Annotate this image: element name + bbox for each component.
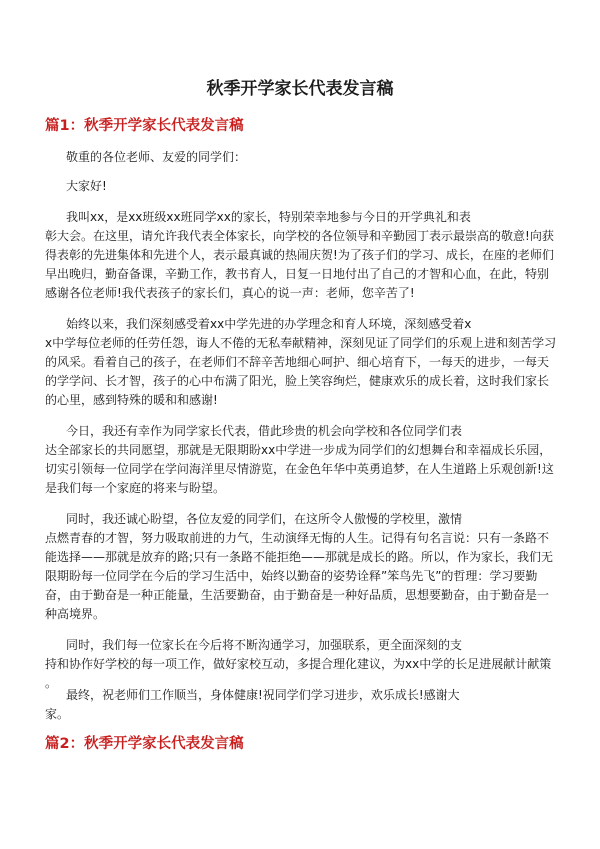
document-title: 秋季开学家长代表发言稿 <box>206 79 394 99</box>
paragraph-line: 种高境界。 <box>45 607 106 621</box>
paragraph-line: 切实引领每一位同学在学问海洋里尽情游览，在金色年华中英勇追梦，在人生道路上乐观创新!这 <box>45 462 554 476</box>
paragraph-line: 的心里，感到特殊的暖和和感谢! <box>45 393 218 407</box>
paragraph-line: 限期盼每一位同学在今后的学习生活中，始终以勤奋的姿势诠释”笨鸟先飞”的哲理：学习要勤 <box>45 569 538 583</box>
paragraph-line: 是我们每一个家庭的将来与盼望。 <box>45 481 226 495</box>
paragraph-line: 奋，由于勤奋是一种正能量，生活要勤奋，由于勤奋是一种好品质，思想要勤奋，由于勤奋是一 <box>45 588 550 602</box>
paragraph-line: 同时，我们每一位家长在今后将不断沟通学习，加强联系，更全面深刻的支 <box>66 638 463 652</box>
paragraph-line: 最终，祝老师们工作顺当，身体健康!祝同学们学习进步，欢乐成长!感谢大 <box>66 688 460 702</box>
hello-line: 大家好! <box>66 179 107 193</box>
paragraph-line: 始终以来，我们深刻感受着xx中学先进的办学理念和育人环境，深刻感受着x <box>66 317 472 331</box>
paragraph-line: 的学学问、长才智，孩子的心中布满了阳光，脸上笑容绚烂，健康欢乐的成长着，这时我们家长 <box>45 374 550 388</box>
paragraph-line: 我叫xx，是xx班级xx班同学xx的家长，特别荣幸地参与今日的开学典礼和表 <box>66 210 471 224</box>
paragraph-line: 同时，我还诚心盼望，各位友爱的同学们，在这所令人傲慢的学校里，激情 <box>66 512 463 526</box>
paragraph-line: x中学每位老师的任劳任怨，诲人不倦的无私奉献精神，深刻见证了同学们的乐观上进和刻苦学习 <box>45 336 557 350</box>
paragraph-line: 的风采。看着自己的孩子，在老师们不辞辛苦地细心呵护、细心培育下，一每天的进步，一每天 <box>45 355 550 369</box>
paragraph-line: 今日，我还有幸作为同学家长代表，借此珍贵的机会向学校和各位同学们表 <box>66 424 463 438</box>
paragraph-line: 感谢各位老师!我代表孩子的家长们，真心的说一声：老师，您辛苦了! <box>45 286 415 300</box>
paragraph-line: 彰大会。在这里，请允许我代表全体家长，向学校的各位领导和辛勤园丁表示最崇高的敬意!向获 <box>45 229 554 243</box>
paragraph-line: 早出晚归，勤奋备课，辛勤工作，教书育人，日复一日地付出了自己的才智和心血，在此，特别 <box>45 267 550 281</box>
section-2-heading: 篇2：秋季开学家长代表发言稿 <box>45 736 244 752</box>
paragraph-line: 持和协作好学校的每一项工作，做好家校互动，多提合理化建议，为xx中学的长足进展献计献策 <box>45 657 552 671</box>
paragraph-line: 达全部家长的共同愿望，那就是无限期盼xx中学进一步成为同学们的幻想舞台和幸福成长乐园， <box>45 443 552 457</box>
paragraph-line: 能选择——那就是放弃的路;只有一条路不能拒绝——那就是成长的路。所以，作为家长，我们无 <box>45 550 554 564</box>
paragraph-line: 家。 <box>45 707 70 721</box>
paragraph-line: 得表彰的先进集体和先进个人，表示最真诚的热闹庆贺!为了孩子们的学习、成长，在座的老师们 <box>45 248 554 262</box>
section-1-heading: 篇1：秋季开学家长代表发言稿 <box>45 118 244 134</box>
greeting-line: 敬重的各位老师、友爱的同学们： <box>66 150 247 164</box>
paragraph-line: 。 <box>45 676 58 690</box>
paragraph-line: 点燃青春的才智，努力吸取前进的力气，生动演绎无悔的人生。记得有句名言说：只有一条路不 <box>45 531 550 545</box>
